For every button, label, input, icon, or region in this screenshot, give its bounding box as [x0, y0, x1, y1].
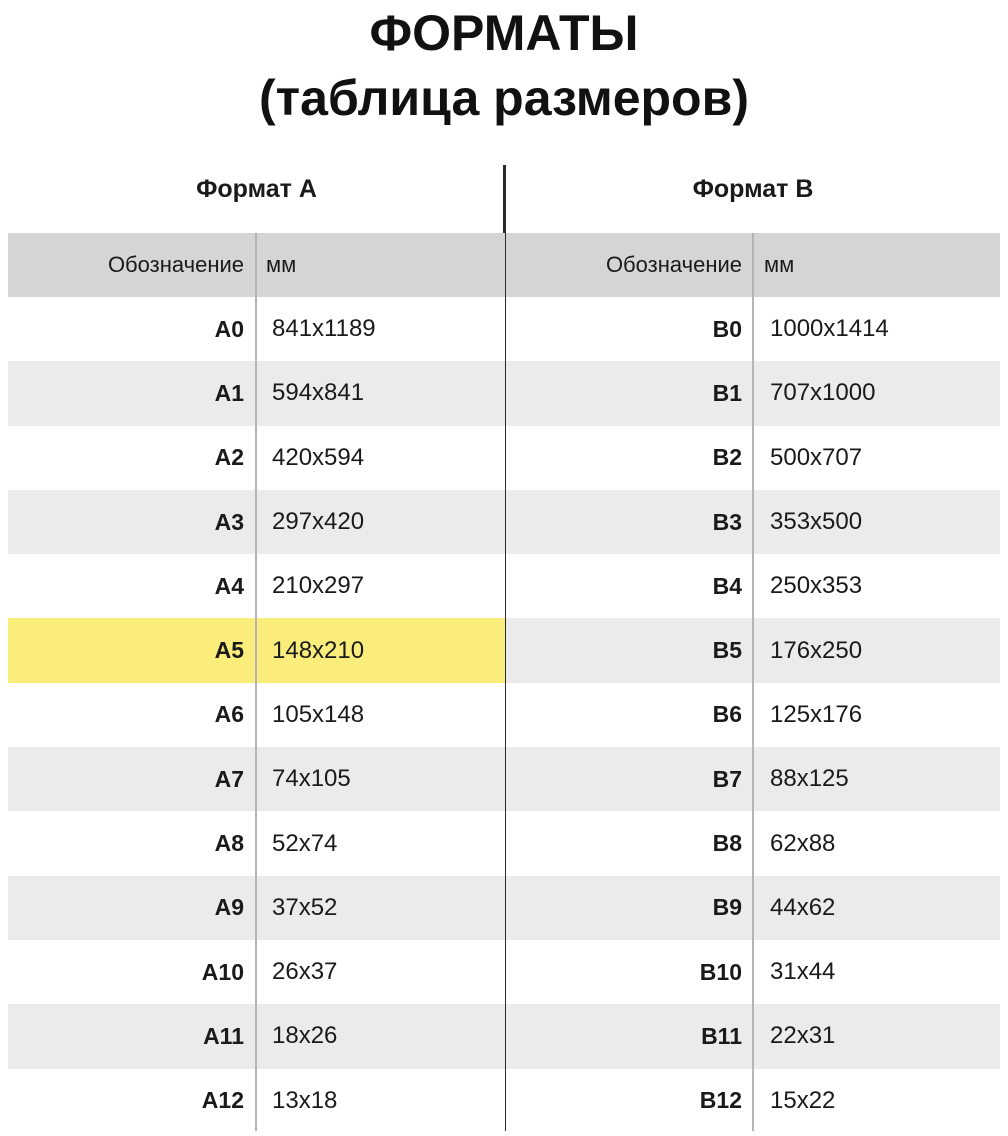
format-code: B4: [712, 572, 742, 599]
format-size: 62x88: [770, 829, 836, 857]
format-size: 707x1000: [770, 379, 876, 407]
format-a-heading: Формат А: [196, 175, 317, 203]
format-size: 125x176: [770, 700, 863, 728]
format-size: 22x31: [770, 1022, 836, 1050]
format-size: 18x26: [272, 1022, 338, 1050]
format-code: A0: [214, 315, 244, 342]
format-code: B5: [712, 637, 742, 664]
format-code: A7: [214, 765, 244, 792]
format-code: A11: [203, 1022, 244, 1049]
format-code: A8: [214, 830, 244, 857]
format-code: A1: [214, 379, 244, 406]
column-divider: [752, 233, 754, 1131]
format-size: 353x500: [770, 508, 863, 536]
column-divider: [255, 233, 257, 1131]
format-size: 841x1189: [272, 315, 376, 343]
format-size: 250x353: [770, 572, 863, 600]
format-size: 15x22: [770, 1086, 836, 1114]
format-size: 1000x1414: [770, 315, 889, 343]
column-header-mm: мм: [764, 252, 795, 277]
format-size: 148x210: [272, 636, 365, 664]
format-code: B12: [699, 1087, 742, 1114]
format-code: A10: [201, 958, 244, 985]
format-size: 420x594: [272, 443, 365, 471]
format-size: 37x52: [272, 893, 338, 921]
format-size: 105x148: [272, 700, 365, 728]
format-size: 594x841: [272, 379, 365, 407]
format-code: B9: [712, 894, 742, 921]
format-code: A6: [214, 701, 244, 728]
format-size: 52x74: [272, 829, 338, 857]
format-code: B3: [712, 508, 742, 535]
column-header-mm: мм: [266, 252, 297, 277]
format-code: B7: [712, 765, 742, 792]
page-title: ФОРМАТЫ: [369, 5, 639, 61]
format-size: 26x37: [272, 958, 338, 986]
format-code: B6: [712, 701, 742, 728]
format-code: A4: [214, 572, 244, 599]
format-code: A12: [201, 1087, 244, 1114]
format-size: 13x18: [272, 1086, 338, 1114]
column-header-designation: Обозначение: [107, 252, 244, 277]
format-code: B1: [712, 379, 742, 406]
format-code: B2: [712, 444, 742, 471]
format-code: B8: [712, 830, 742, 857]
format-a-section: [8, 0, 505, 1136]
format-code: B0: [712, 315, 742, 342]
format-b-heading: Формат В: [692, 175, 814, 203]
page-subtitle: (таблица размеров): [259, 70, 749, 126]
format-size: 74x105: [272, 765, 351, 793]
format-code: A3: [214, 508, 244, 535]
format-size: 210x297: [272, 572, 365, 600]
format-size: 44x62: [770, 893, 836, 921]
format-size: 176x250: [770, 636, 863, 664]
format-b-section: [506, 0, 1000, 1136]
format-size: 500x707: [770, 443, 863, 471]
format-size: 88x125: [770, 765, 849, 793]
format-size: 297x420: [272, 508, 365, 536]
format-size: 31x44: [770, 958, 836, 986]
format-code: A5: [214, 637, 244, 664]
format-code: B11: [701, 1022, 742, 1049]
format-code: A9: [214, 894, 244, 921]
format-code: A2: [214, 444, 244, 471]
column-header-designation: Обозначение: [605, 252, 742, 277]
format-code: B10: [699, 958, 742, 985]
